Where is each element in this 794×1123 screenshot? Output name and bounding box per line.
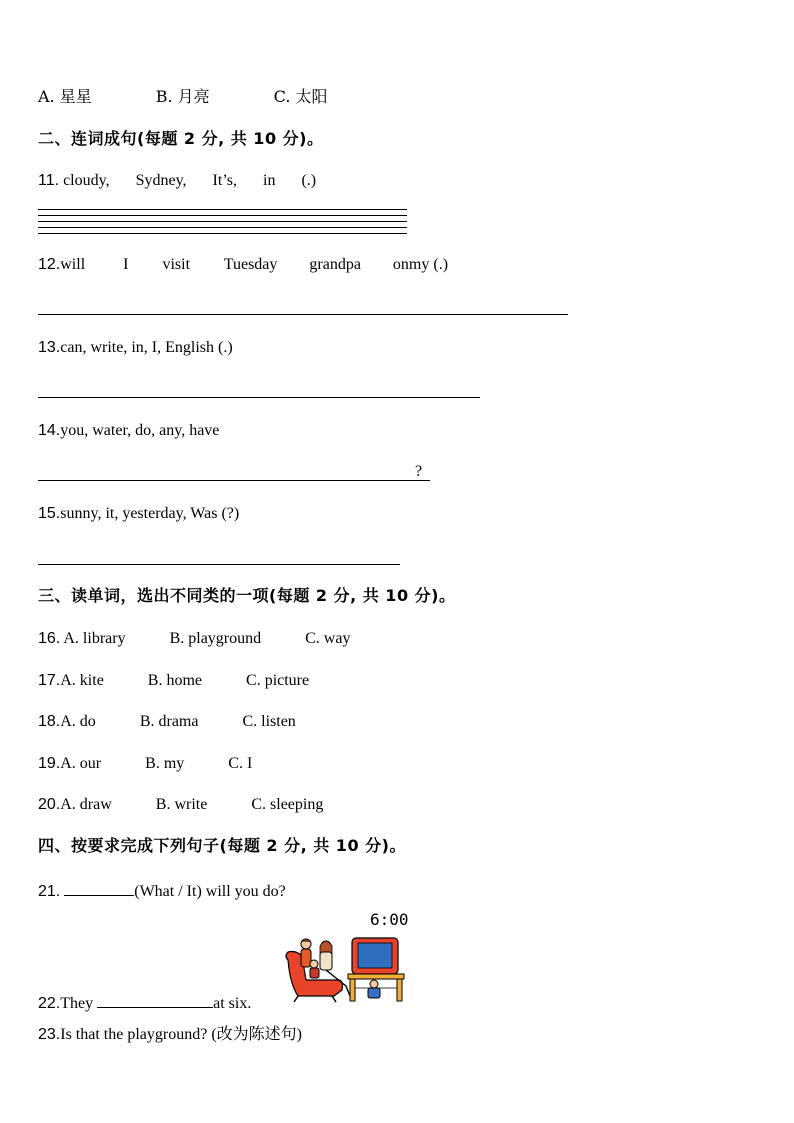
question-number: 17. bbox=[38, 672, 61, 689]
word: cloudy, bbox=[63, 172, 110, 189]
question-mark: ? bbox=[415, 463, 423, 480]
section-3-title: 三、读单词，选出不同类的一项(每题 2 分, 共 10 分)。 bbox=[38, 586, 456, 605]
choice-b: B. my bbox=[145, 755, 185, 772]
question-number: 18. bbox=[38, 713, 61, 730]
answer-line[interactable] bbox=[38, 209, 407, 210]
answer-line[interactable] bbox=[38, 221, 407, 222]
question-number: 23. bbox=[38, 1026, 61, 1043]
choice-b: B. playground bbox=[169, 630, 262, 647]
close-paren: ) bbox=[296, 1026, 302, 1043]
question-19 bbox=[38, 754, 252, 774]
answer-line[interactable] bbox=[38, 480, 430, 481]
word: Tuesday bbox=[223, 256, 278, 273]
choice-c: C. sleeping bbox=[251, 796, 324, 813]
family-watching-tv-illustration bbox=[282, 934, 408, 1004]
option-c: C. 太阳 bbox=[273, 87, 328, 106]
choice-a: A. do bbox=[60, 713, 96, 730]
question-number: 21. bbox=[38, 883, 61, 900]
option-row bbox=[38, 87, 328, 108]
question-17 bbox=[38, 671, 309, 691]
word: grandpa bbox=[309, 256, 361, 273]
choice-c: C. way bbox=[305, 630, 351, 647]
choice-a: A. our bbox=[60, 755, 102, 772]
answer-line[interactable] bbox=[38, 397, 480, 398]
question-text: Is that the playground? ( bbox=[60, 1026, 217, 1043]
question-14 bbox=[38, 421, 219, 441]
answer-line[interactable] bbox=[38, 233, 407, 234]
question-11 bbox=[38, 171, 316, 191]
question-13 bbox=[38, 338, 233, 358]
question-22 bbox=[38, 991, 251, 1014]
question-number: 13. bbox=[38, 339, 61, 356]
question-text: can, write, in, I, English (.) bbox=[60, 339, 233, 356]
question-20 bbox=[38, 795, 323, 815]
question-number: 22. bbox=[38, 995, 61, 1012]
question-21 bbox=[38, 879, 286, 902]
answer-line[interactable] bbox=[38, 314, 568, 315]
question-number: 15. bbox=[38, 505, 61, 522]
question-text: at six. bbox=[213, 995, 252, 1012]
choice-a: A. library bbox=[63, 630, 126, 647]
question-number: 14. bbox=[38, 422, 61, 439]
word: Sydney, bbox=[135, 172, 187, 189]
answer-line[interactable] bbox=[38, 227, 407, 228]
question-number: 16. bbox=[38, 630, 61, 647]
choice-c: C. I bbox=[228, 755, 253, 772]
choice-c: C. listen bbox=[242, 713, 296, 730]
question-number: 20. bbox=[38, 796, 61, 813]
choice-a: A. draw bbox=[60, 796, 112, 813]
section-2-title: 二、连词成句(每题 2 分, 共 10 分)。 bbox=[38, 129, 324, 148]
question-text: sunny, it, yesterday, Was (?) bbox=[60, 505, 240, 522]
question-text: They bbox=[60, 995, 94, 1012]
choice-c: C. picture bbox=[246, 672, 310, 689]
word: I bbox=[123, 256, 129, 273]
word: onmy (.) bbox=[392, 256, 449, 273]
question-16 bbox=[38, 629, 350, 649]
option-b: B. 月亮 bbox=[155, 87, 210, 106]
instruction-note: 改为陈述句 bbox=[216, 1024, 297, 1043]
word: will bbox=[60, 256, 86, 273]
choice-b: B. write bbox=[155, 796, 208, 813]
fill-blank[interactable] bbox=[97, 991, 213, 1008]
question-text: (What / It) will you do? bbox=[134, 883, 286, 900]
clock-time: 6:00 bbox=[370, 910, 409, 929]
answer-line[interactable] bbox=[38, 564, 400, 565]
question-18 bbox=[38, 712, 296, 732]
fill-blank[interactable] bbox=[64, 879, 134, 896]
question-15 bbox=[38, 504, 239, 524]
section-4-title: 四、按要求完成下列句子(每题 2 分, 共 10 分)。 bbox=[38, 836, 406, 855]
question-23 bbox=[38, 1024, 302, 1045]
question-text: you, water, do, any, have bbox=[60, 422, 220, 439]
question-number: 12. bbox=[38, 256, 61, 273]
option-a: A. 星星 bbox=[38, 87, 92, 106]
choice-b: B. home bbox=[147, 672, 203, 689]
answer-line[interactable] bbox=[38, 215, 407, 216]
question-12 bbox=[38, 255, 448, 275]
question-number: 19. bbox=[38, 755, 61, 772]
choice-b: B. drama bbox=[139, 713, 199, 730]
word: It’s, bbox=[212, 172, 237, 189]
question-number: 11. bbox=[38, 172, 60, 189]
word: visit bbox=[162, 256, 191, 273]
choice-a: A. kite bbox=[60, 672, 104, 689]
word: (.) bbox=[301, 172, 317, 189]
word: in bbox=[263, 172, 276, 189]
